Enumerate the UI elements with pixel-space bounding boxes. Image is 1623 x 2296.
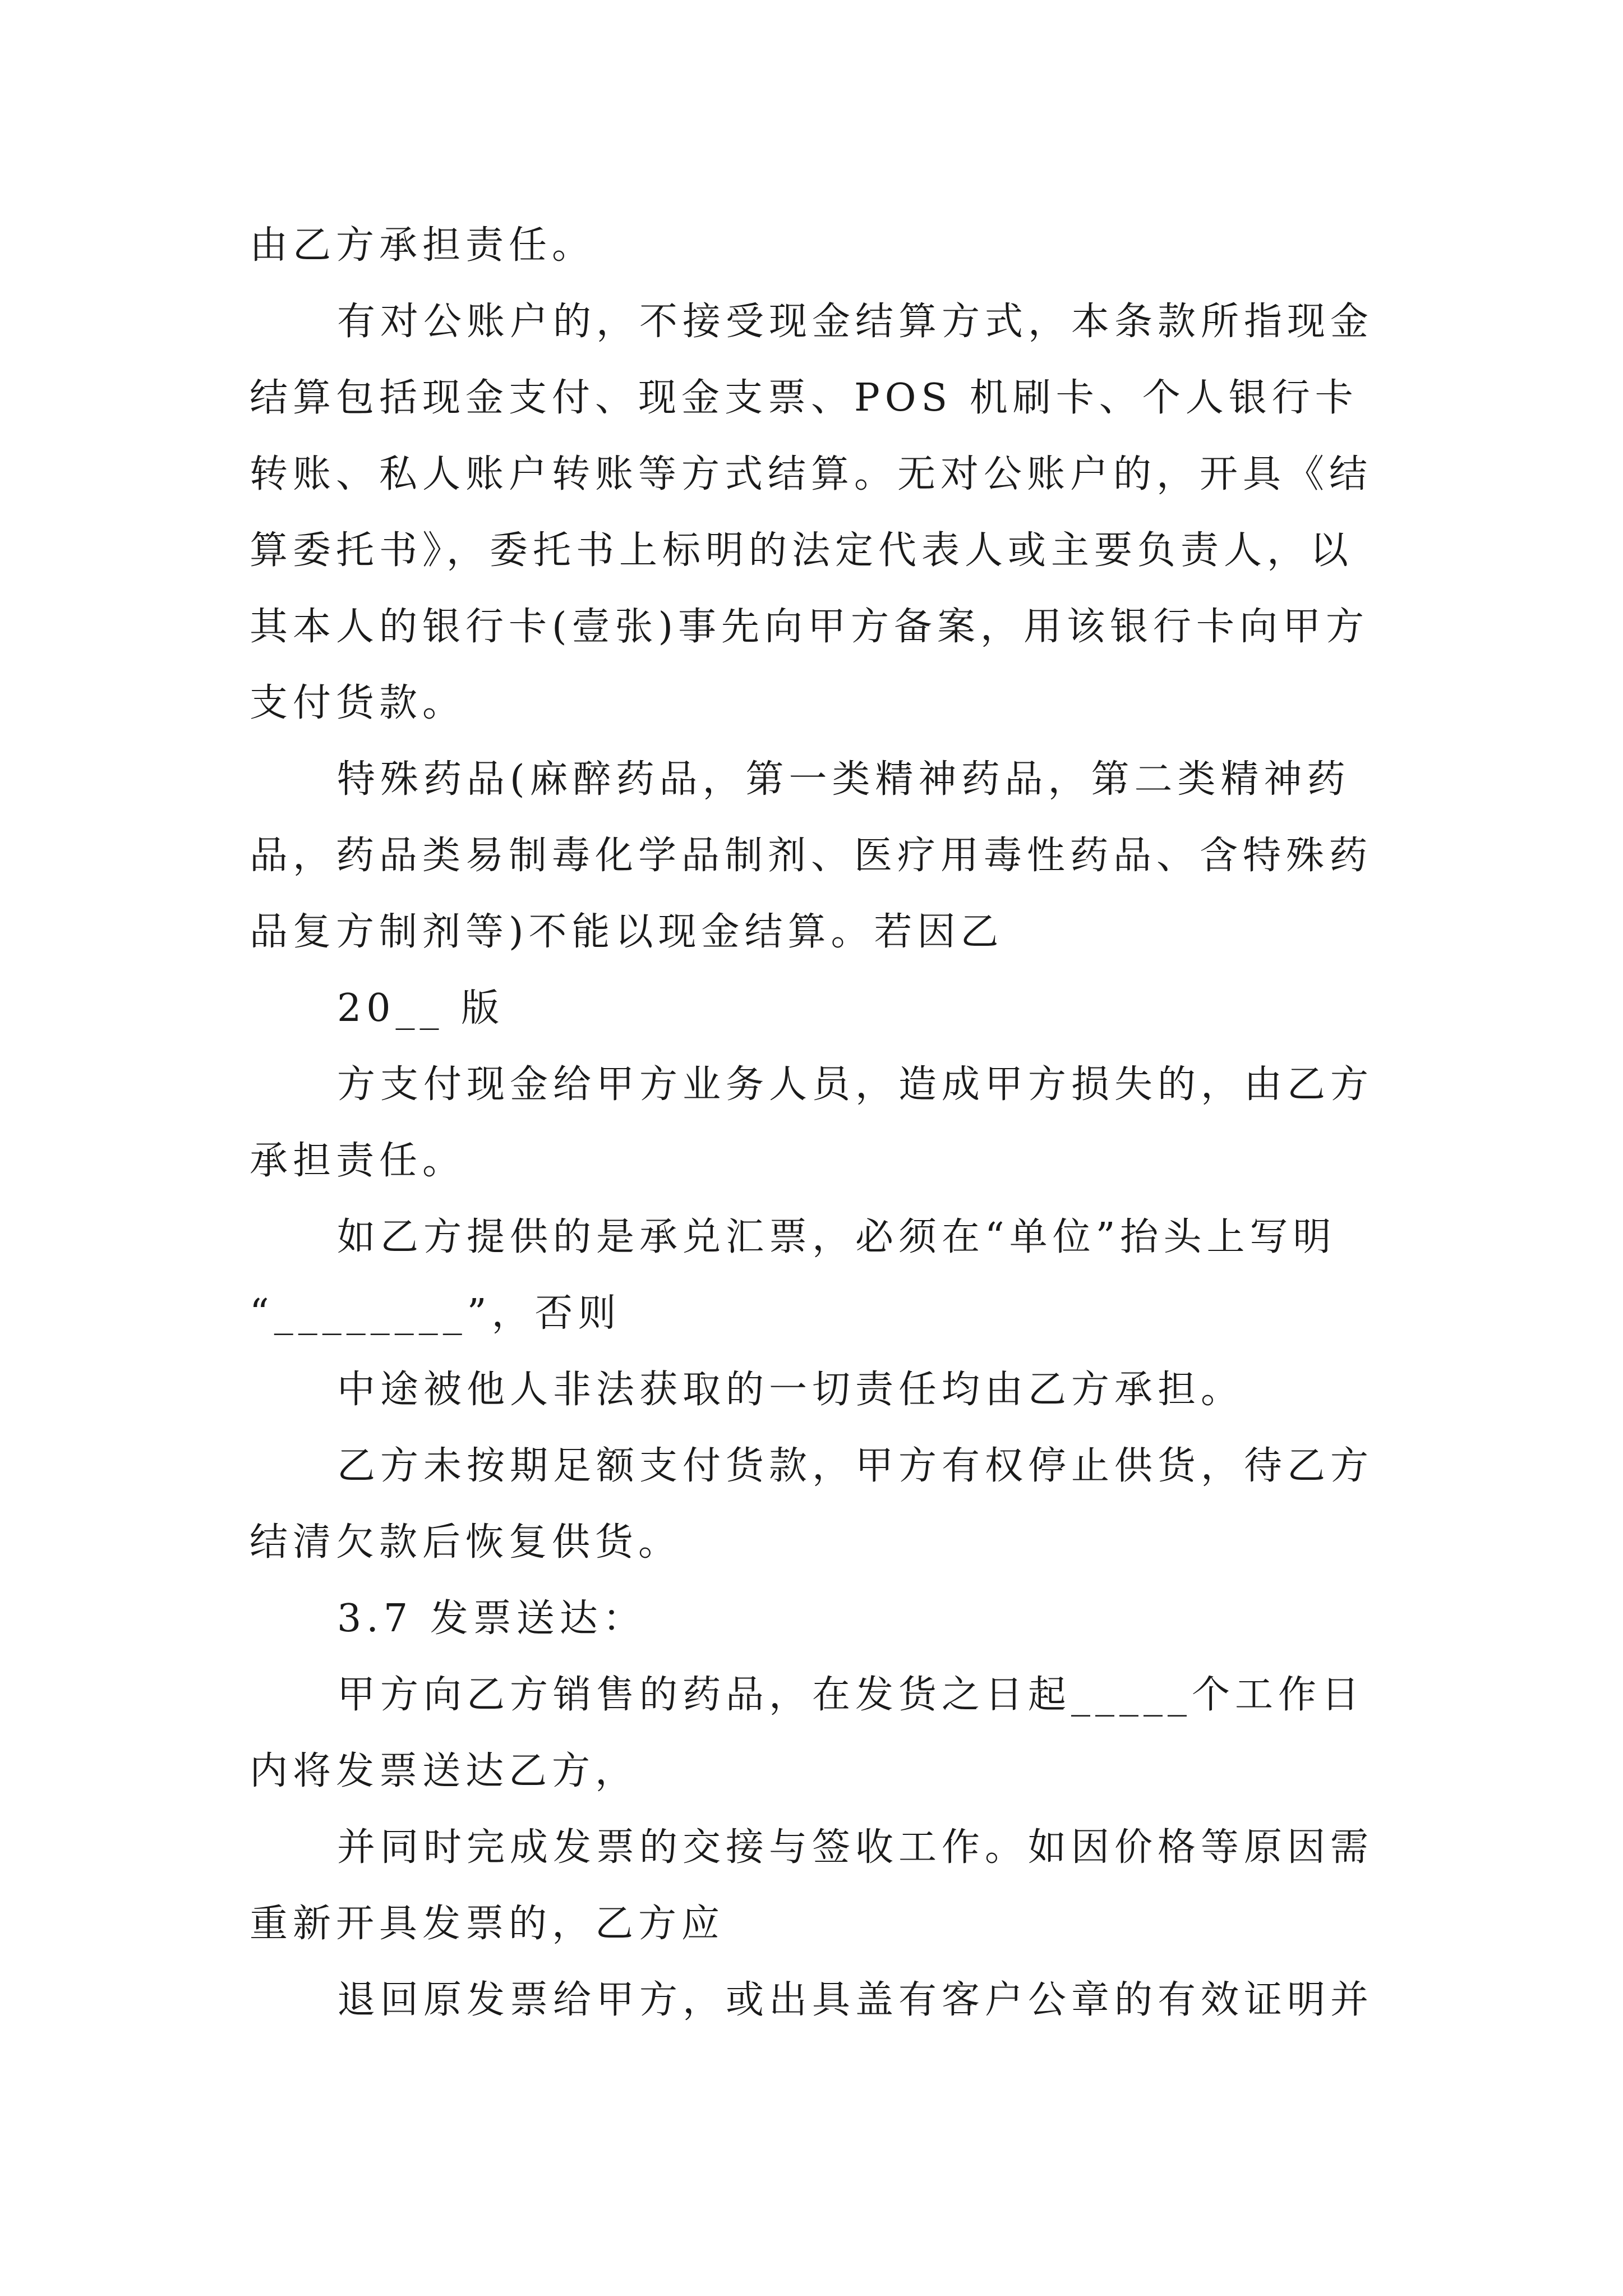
paragraph-8: 中途被他人非法获取的一切责任均由乙方承担。	[337, 1368, 1244, 1412]
section-heading-3-7: 3.7 发票送达：	[337, 1596, 646, 1641]
paragraph-6: 如乙方提供的是承兑汇票，必须在“单位”抬头上写明	[337, 1215, 1336, 1259]
document-body	[250, 208, 1388, 2039]
paragraph-3: 特殊药品(麻醉药品，第一类精神药品，第二类精神药品，药品类易制毒化学品制剂、医疗用毒性药品、含特殊药品复方制剂等)不能以现金结算。若因乙	[250, 757, 1373, 954]
paragraph-2: 有对公账户的，不接受现金结算方式，本条款所指现金结算包括现金支付、现金支票、POS 机刷卡、个人银行卡转账、私人账户转账等方式结算。无对公账户的，开具《结算委托书》，委托书上标明的法定代表人或主要负责人，以其本人的银行卡(壹张)事先向甲方备案，用该银行卡向甲方支付货款。	[250, 300, 1374, 725]
paragraph-5: 方支付现金给甲方业务人员，造成甲方损失的，由乙方承担责任。	[250, 1062, 1374, 1183]
paragraph-9: 乙方未按期足额支付货款，甲方有权停止供货，待乙方结清欠款后恢复供货。	[250, 1444, 1374, 1565]
paragraph-7: “________”，否则	[250, 1291, 621, 1336]
paragraph-11: 甲方向乙方销售的药品，在发货之日起_____个工作日内将发票送达乙方，	[250, 1673, 1365, 1793]
paragraph-13: 退回原发票给甲方，或出具盖有客户公章的有效证明并	[337, 1978, 1374, 2022]
paragraph-4: 20__ 版	[337, 986, 505, 1030]
paragraph-1: 由乙方承担责任。	[250, 223, 596, 268]
paragraph-12: 并同时完成发票的交接与签收工作。如因价格等原因需重新开具发票的，乙方应	[250, 1825, 1374, 1946]
